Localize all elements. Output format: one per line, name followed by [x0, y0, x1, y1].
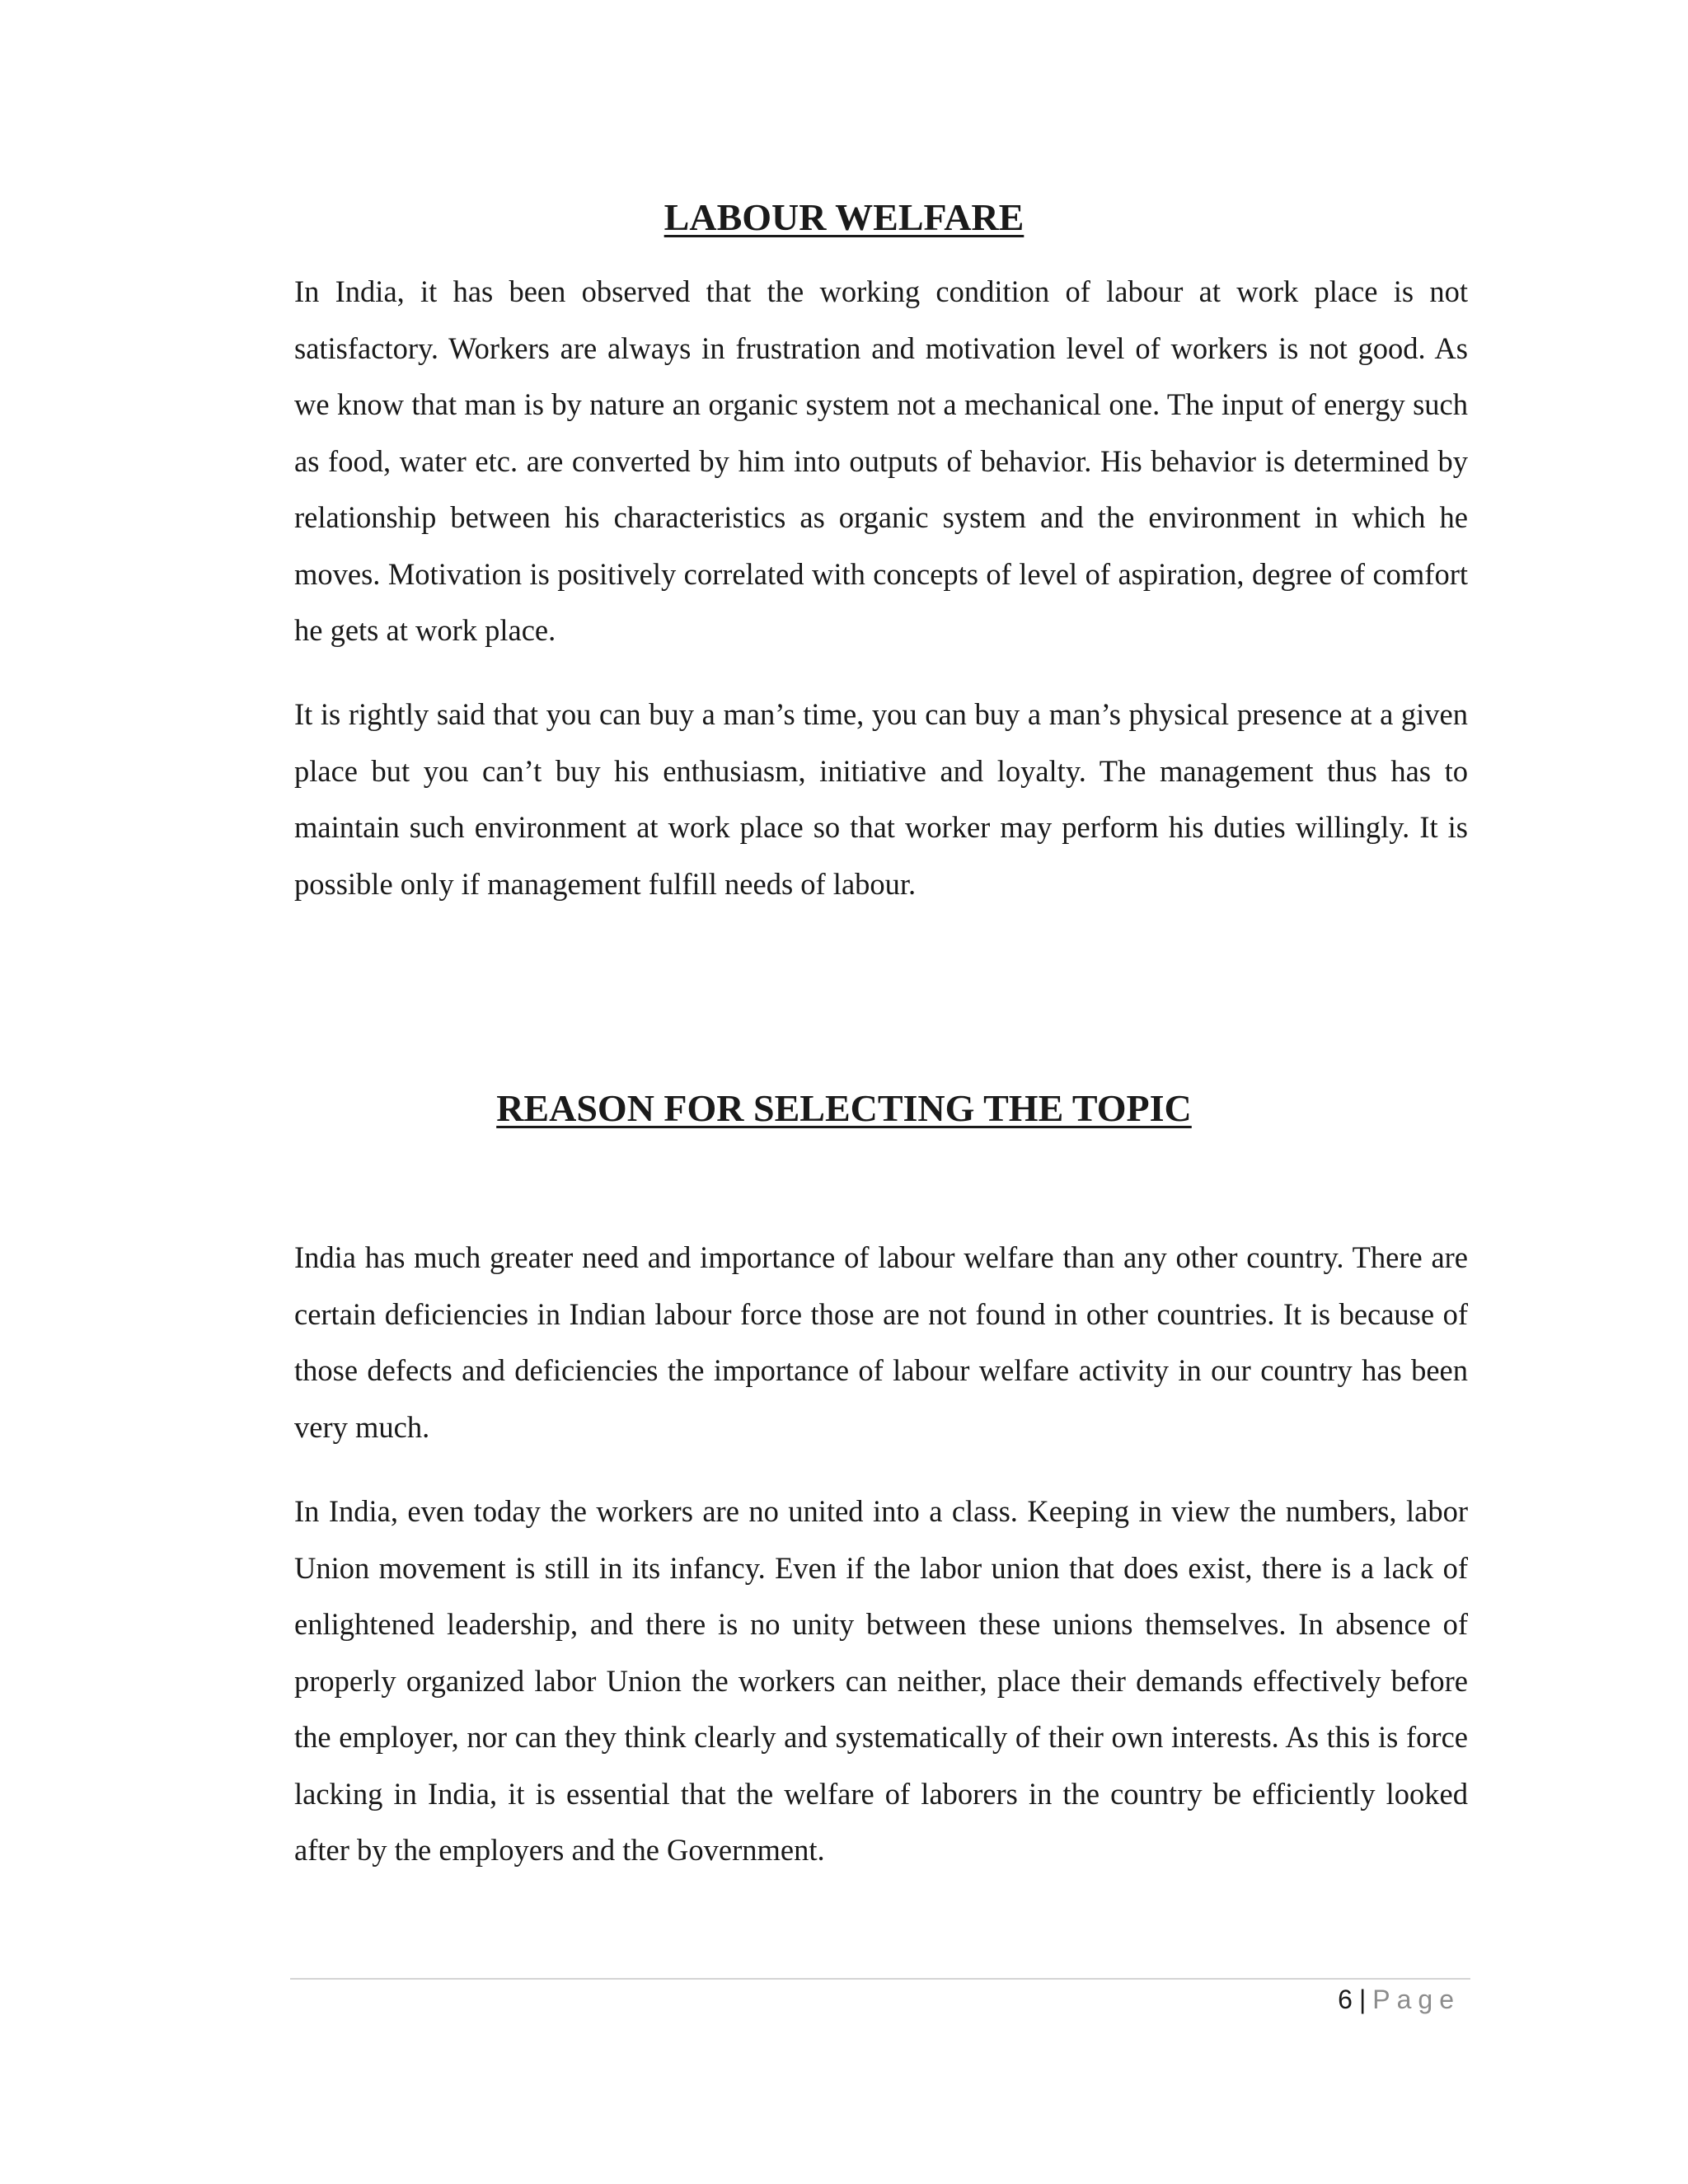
section-heading-reason-for-selecting-topic: REASON FOR SELECTING THE TOPIC — [496, 1087, 1192, 1129]
page-footer — [1338, 1981, 1461, 2018]
paragraph: In India, it has been observed that the working condition of labour at work place is not satisfactory. Workers are always in frustration and motivation level of workers is not good. As we know that man is by nature an organic system not a mechanical one. The input of energy such as food, water etc. are converted by him into outputs of behavior. His behavior is determined by relationship between his characteristics as organic system and the environment in which he moves. Motivation is positively correlated with concepts of level of aspiration, degree of comfort he gets at work place. — [294, 274, 1468, 647]
page-label: Page — [1372, 1985, 1461, 2014]
section-heading-labour-welfare: LABOUR WELFARE — [663, 196, 1025, 238]
paragraph: India has much greater need and importance of labour welfare than any other country. There are certain deficiencies in Indian labour force those are not found in other countries. It is because of those defects and deficiencies the importance of labour welfare activity in our country has been very much. — [294, 1240, 1468, 1444]
footer-divider — [290, 1978, 1470, 1980]
footer-separator: | — [1358, 1985, 1367, 2014]
page-number: 6 — [1338, 1985, 1353, 2014]
paragraph: In India, even today the workers are no united into a class. Keeping in view the numbers, labor Union movement is still in its infancy. Even if the labor union that does exist, there is a lack of enlightened leadership, and there is no unity between these unions themselves. In absence of properly organized labor Union the workers can neither, place their demands effectively before the employer, nor can they think clearly and systematically of their own interests. As this is force lacking in India, it is essential that the welfare of laborers in the country be efficiently looked after by the employers and the Government. — [294, 1494, 1468, 1867]
paragraph: It is rightly said that you can buy a man’s time, you can buy a man’s physical presence at a given place but you can’t buy his enthusiasm, initiative and loyalty. The management thus has to maintain such environment at work place so that worker may perform his duties willingly. It is possible only if management fulfill needs of labour. — [294, 697, 1468, 901]
